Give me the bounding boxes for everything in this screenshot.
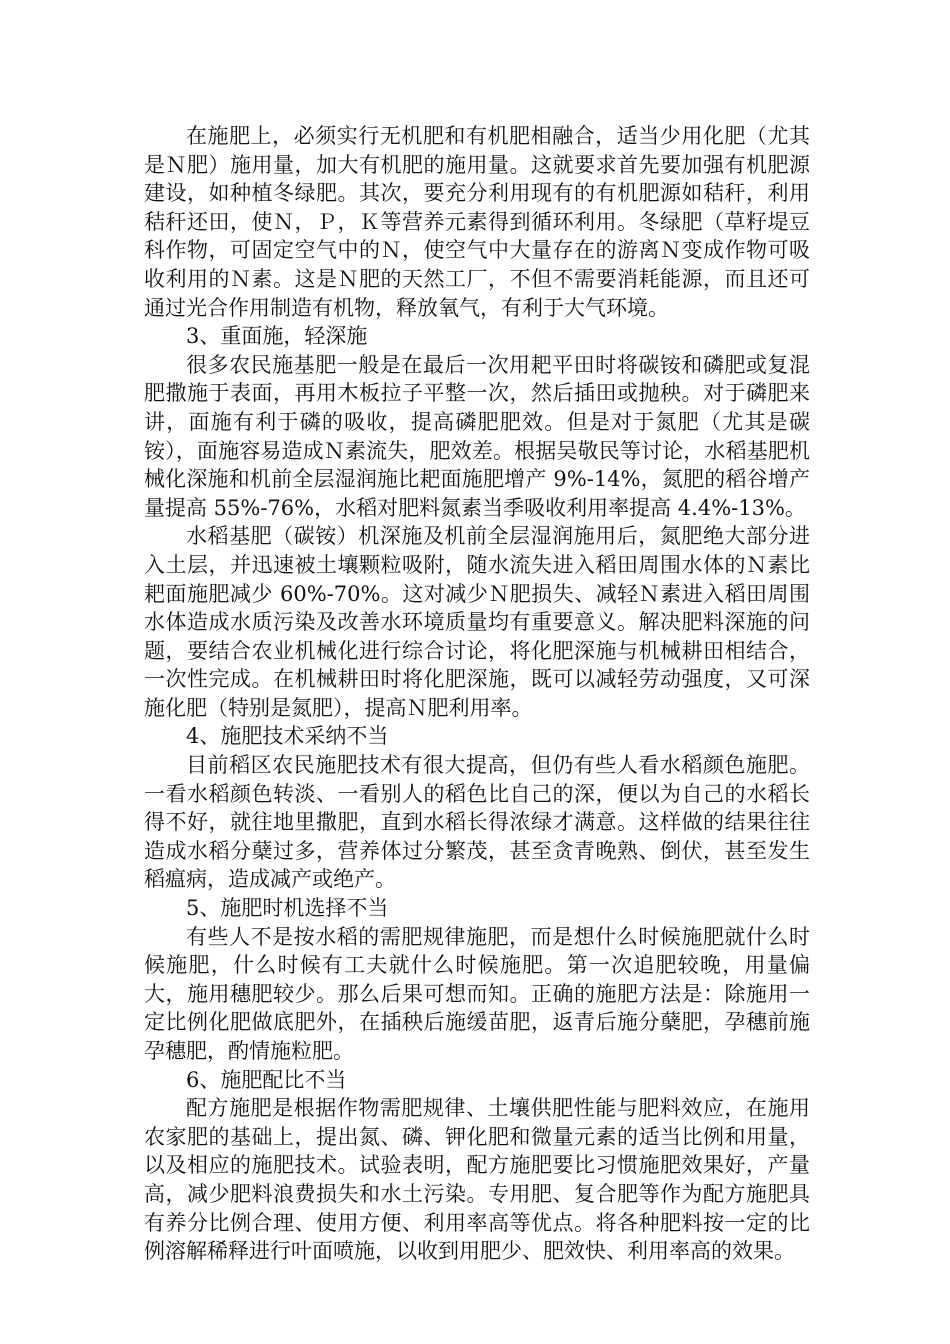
paragraph-deep-application: 水稻基肥（碳铵）机深施及机前全层湿润施用后，氮肥绝大部分进入土层，并迅速被土壤颗粒吸附，随水流失进入稻田周围水体的Ｎ素比耙面施肥减少 60%-70%。这对减少Ｎ肥损失、减轻Ｎ素进入稻田周围水体造成水质污染及改善水环境质量均有重要意义。解决肥料深施的问题，要结合农业机械化进行综合讨论，将化肥深施与机械耕田相结合，一次性完成。在机械耕田时将化肥深施，既可以减轻劳动强度，又可深施化肥（特别是氮肥），提高Ｎ肥利用率。: [144, 524, 810, 720]
paragraph-ratio: 配方施肥是根据作物需肥规律、土壤供肥性能与肥料效应，在施用农家肥的基础上，提出氮、磷、钾化肥和微量元素的适当比例和用量，以及相应的施肥技术。试验表明，配方施肥要比习惯施肥效果好，产量高，减少肥料浪费损失和水土污染。专用肥、复合肥等作为配方施肥具有养分比例合理、使用方便、利用率高等优点。将各种肥料按一定的比例溶解稀释进行叶面喷施，以收到用肥少、肥效快、利用率高的效果。: [144, 1096, 810, 1264]
paragraph-fertilizer-organic: 在施肥上，必须实行无机肥和有机肥相融合，适当少用化肥（尤其是Ｎ肥）施用量，加大有机肥的施用量。这就要求首先要加强有机肥源建设，如种植冬绿肥。其次，要充分利用现有的有机肥源如秸秆，利用秸秆还田，使Ｎ，Ｐ，Ｋ等营养元素得到循环利用。冬绿肥（草籽堤豆科作物，可固定空气中的Ｎ，使空气中大量存在的游离Ｎ变成作物可吸收利用的Ｎ素。这是Ｎ肥的天然工厂，不但不需要消耗能源，而且还可通过光合作用制造有机物，释放氧气，有利于大气环境。: [144, 124, 810, 320]
heading-section-4: 4、施肥技术采纳不当: [186, 724, 389, 749]
paragraph-surface-application: 很多农民施基肥一般是在最后一次用耙平田时将碳铵和磷肥或复混肥撒施于表面，再用木板拉子平整一次，然后插田或抛秧。对于磷肥来讲，面施有利于磷的吸收，提高磷肥肥效。但是对于氮肥（尤其是碳铵），面施容易造成Ｎ素流失，肥效差。根据吴敬民等讨论，水稻基肥机械化深施和机前全层湿润施比耙面施肥增产 9%-14%，氮肥的稻谷增产量提高 55%-76%，水稻对肥料氮素当季吸收利用率提高 4.4%-13%。: [144, 352, 810, 520]
paragraph-timing: 有些人不是按水稻的需肥规律施肥，而是想什么时候施肥就什么时候施肥，什么时候有工夫就什么时候施肥。第一次追肥较晚，用量偏大，施用穗肥较少。那么后果可想而知。正确的施肥方法是：除施用一定比例化肥做底肥外，在插秧后施缓苗肥，返青后施分蘖肥，孕穗前施孕穗肥，酌情施粒肥。: [144, 924, 810, 1063]
paragraph-technique: 目前稻区农民施肥技术有很大提高，但仍有些人看水稻颜色施肥。一看水稻颜色转淡、一看别人的稻色比自己的深，便以为自己的水稻长得不好，就往地里撒肥，直到水稻长得浓绿才满意。这样做的结果往往造成水稻分蘖过多，营养体过分繁茂，甚至贪青晚熟、倒伏，甚至发生稻瘟病，造成减产或绝产。: [144, 753, 810, 892]
heading-section-3: 3、重面施，轻深施: [186, 324, 368, 349]
heading-section-5: 5、施肥时机选择不当: [186, 896, 389, 921]
document-body: [144, 122, 810, 1266]
heading-section-6: 6、施肥配比不当: [186, 1067, 347, 1092]
